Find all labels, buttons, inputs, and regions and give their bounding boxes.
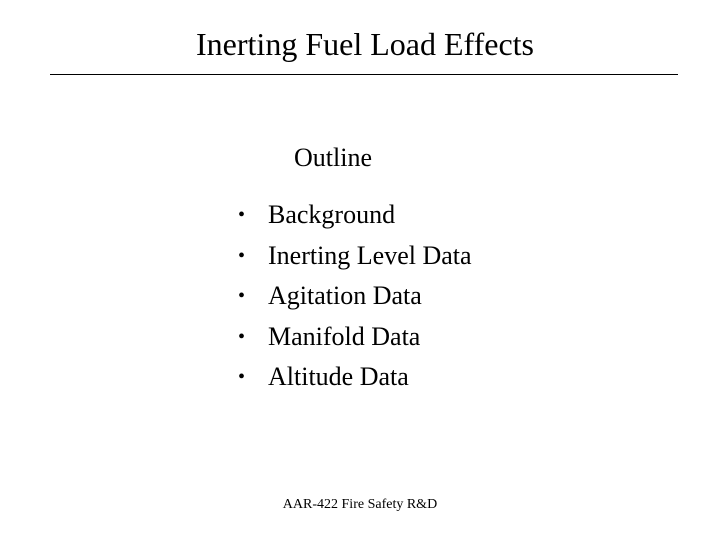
list-item-label: Manifold Data <box>268 321 421 351</box>
list-item-label: Agitation Data <box>268 281 422 311</box>
bullet-icon: • <box>238 366 246 389</box>
bullet-icon: • <box>238 325 246 348</box>
title-divider <box>50 74 678 75</box>
list-item-label: Altitude Data <box>268 362 409 392</box>
slide-title: Inerting Fuel Load Effects <box>196 26 534 62</box>
bullet-icon: • <box>238 285 246 308</box>
list-item <box>238 236 472 277</box>
bullet-icon: • <box>238 244 246 267</box>
outline-list <box>238 195 472 398</box>
list-item <box>238 357 472 398</box>
outline-heading: Outline <box>294 143 372 172</box>
list-item-label: Background <box>268 200 396 230</box>
list-item-label: Inerting Level Data <box>268 240 472 270</box>
list-item <box>238 195 472 236</box>
bullet-icon: • <box>238 204 246 227</box>
slide-footer <box>0 496 720 514</box>
footer-text: AAR-422 Fire Safety R&D <box>282 497 438 512</box>
list-item <box>238 276 472 317</box>
list-item <box>238 317 472 358</box>
